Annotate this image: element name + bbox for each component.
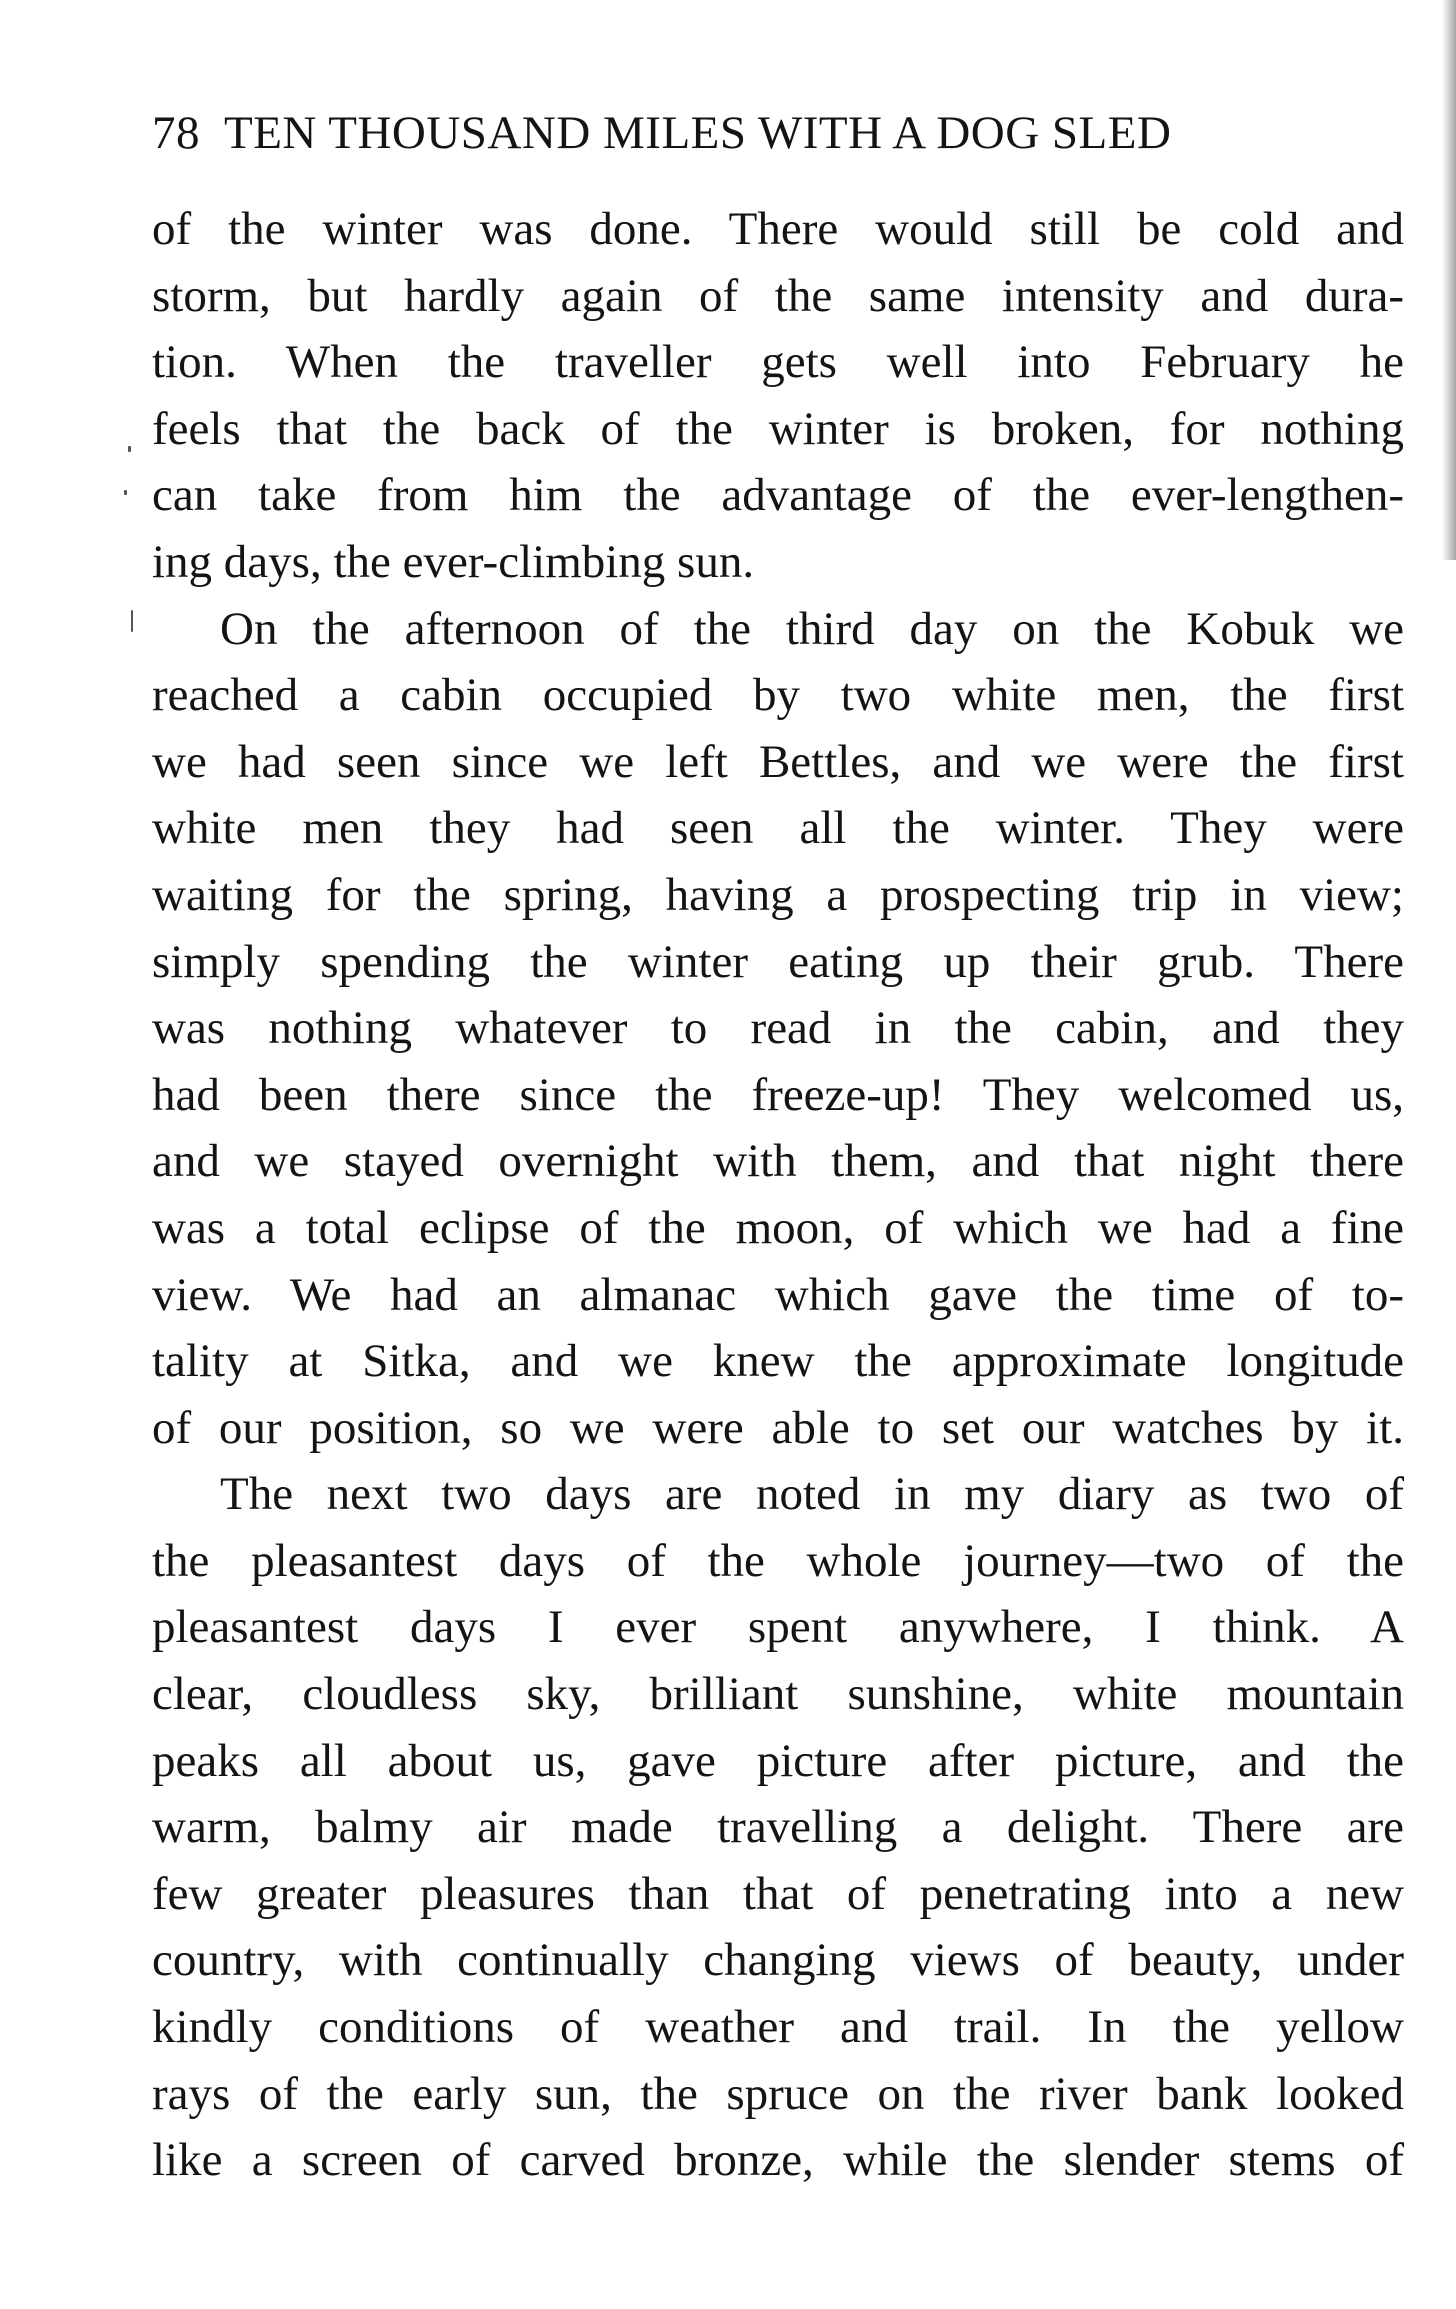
text-line: warm, balmy air made travelling a delight. There are	[152, 1801, 1404, 1854]
text-line: pleasantest days I ever spent anywhere, I think. A	[152, 1601, 1404, 1654]
text-line: storm, but hardly again of the same intensity and dura-	[152, 269, 1404, 322]
text-line: and we stayed overnight with them, and that night there	[152, 1135, 1404, 1188]
text-line: can take from him the advantage of the ever-lengthen-	[152, 469, 1404, 522]
text-line: was a total eclipse of the moon, of which we had a fine	[152, 1201, 1404, 1254]
text-line: tality at Sitka, and we knew the approximate longitude	[152, 1335, 1404, 1388]
page-edge-shadow	[1442, 0, 1456, 560]
text-line: view. We had an almanac which gave the time of to-	[152, 1268, 1404, 1321]
text-line: the pleasantest days of the whole journey—two of the	[152, 1534, 1404, 1587]
text-line: simply spending the winter eating up their grub. There	[152, 935, 1404, 988]
text-line: of the winter was done. There would still be cold and	[152, 203, 1404, 255]
text-line: waiting for the spring, having a prospecting trip in view;	[152, 868, 1404, 921]
text-line: like a screen of carved bronze, while the slender stems of	[152, 2134, 1404, 2187]
margin-speck	[128, 446, 131, 452]
text-line: white men they had seen all the winter. They were	[152, 802, 1404, 855]
running-title: TEN THOUSAND MILES WITH A DOG SLED	[224, 107, 1172, 159]
text-line: reached a cabin occupied by two white men, the first	[152, 669, 1404, 722]
text-line: clear, cloudless sky, brilliant sunshine, white mountain	[152, 1668, 1404, 1721]
text-line: had been there since the freeze-up! They welcomed us,	[152, 1068, 1404, 1121]
page-number: 78	[152, 107, 200, 159]
text-line: country, with continually changing views of beauty, under	[152, 1934, 1404, 1987]
text-line: tion. When the traveller gets well into February he	[152, 336, 1404, 389]
text-line: The next two days are noted in my diary as two of	[220, 1468, 1404, 1521]
text-line: rays of the early sun, the spruce on the river bank looked	[152, 2067, 1404, 2120]
text-line: was nothing whatever to read in the cabin, and they	[152, 1002, 1404, 1055]
text-line: few greater pleasures than that of penetrating into a new	[152, 1867, 1404, 1920]
running-head	[152, 100, 1404, 166]
margin-speck	[131, 610, 133, 632]
body-text	[152, 196, 1404, 2194]
text-line: ing days, the ever-climbing sun.	[152, 535, 755, 588]
margin-speck	[124, 490, 127, 495]
text-line: feels that the back of the winter is broken, for nothing	[152, 402, 1404, 455]
text-line: kindly conditions of weather and trail. In the yellow	[152, 2001, 1404, 2054]
text-line: of our position, so we were able to set our watches by it.	[152, 1401, 1404, 1454]
text-line: peaks all about us, gave picture after picture, and the	[152, 1734, 1404, 1787]
text-line: we had seen since we left Bettles, and we were the first	[152, 735, 1404, 788]
text-line: On the afternoon of the third day on the Kobuk we	[220, 602, 1404, 655]
